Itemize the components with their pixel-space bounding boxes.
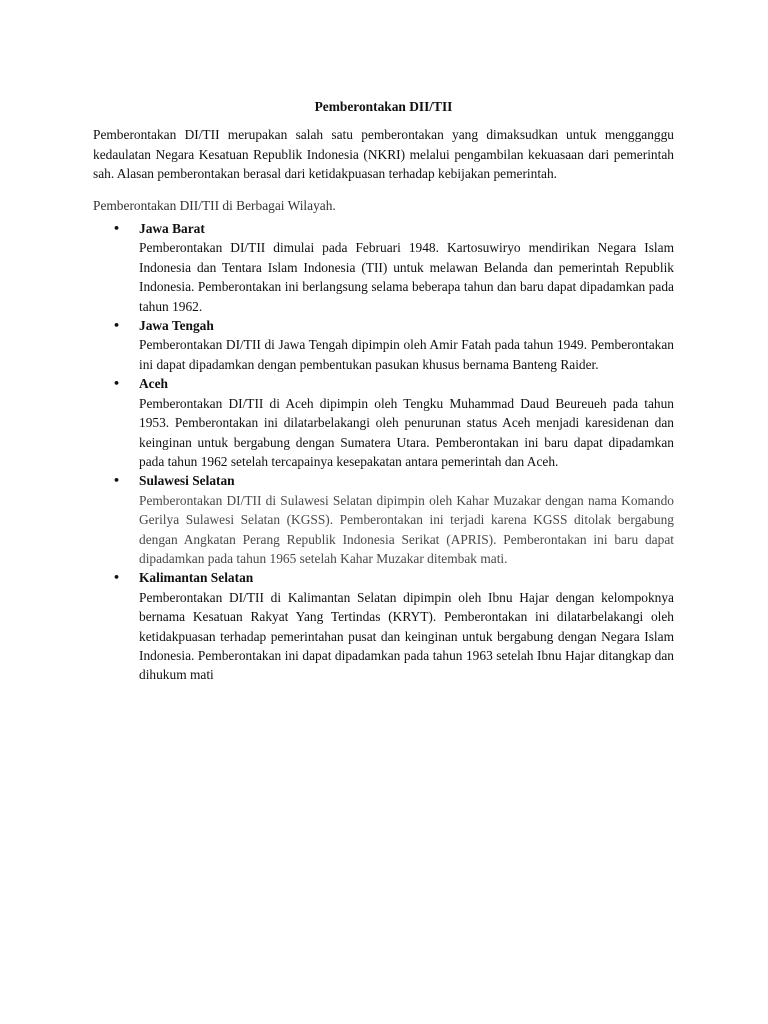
list-item-sulawesi-selatan <box>93 471 674 568</box>
document-page <box>93 97 674 685</box>
region-name: Jawa Barat <box>139 221 205 237</box>
bullet-icon: • <box>113 222 121 236</box>
region-text: Pemberontakan DI/TII dimulai pada Februari 1948. Kartosuwiryo mendirikan Negara Islam Indonesia dan Tentara Islam Indonesia (TII) untuk melawan Belanda dan pemerintah Republik Indonesia. Pemberontakan ini berlangsung selama beberapa tahun dan baru dapat dipadamkan pada tahun 1962. <box>139 240 674 314</box>
region-text: Pemberontakan DI/TII di Jawa Tengah dipimpin oleh Amir Fatah pada tahun 1949. Pemberontakan ini dapat dipadamkan dengan pembentukan pasukan khusus bernama Banteng Raider. <box>139 337 674 372</box>
bullet-icon: • <box>113 474 121 488</box>
list-item-jawa-tengah <box>93 316 674 374</box>
bullet-icon: • <box>113 319 121 333</box>
bullet-icon: • <box>113 571 121 585</box>
region-text: Pemberontakan DI/TII di Sulawesi Selatan dipimpin oleh Kahar Muzakar dengan nama Komando Gerilya Sulawesi Selatan (KGSS). Pemberontakan ini terjadi karena KGSS ditolak bergabung dengan Angkatan Perang Republik Indonesia Serikat (APRIS). Pemberontakan ini baru dapat dipadamkan pada tahun 1965 setelah Kahar Muzakar ditembak mati. <box>139 492 674 566</box>
intro-paragraph: Pemberontakan DI/TII merupakan salah satu pemberontakan yang dimaksudkan untuk mengganggu kedaulatan Negara Kesatuan Republik Indonesia (NKRI) melalui pengambilan kekuasaan dari pemerintah sah. Alasan pemberontakan berasal dari ketidakpuasan terhadap kebijakan pemerintah. <box>93 127 674 182</box>
region-name: Aceh <box>139 376 169 392</box>
region-name: Jawa Tengah <box>139 318 214 334</box>
list-item-aceh <box>93 374 674 471</box>
region-text: Pemberontakan DI/TII di Aceh dipimpin oleh Tengku Muhammad Daud Beureueh pada tahun 1953. Pemberontakan ini dilatarbelakangi oleh penurunan status Aceh menjadi karesidenan dan keinginan untuk bergabung dengan Sumatera Utara. Pemberontakan ini baru dapat dipadamkan pada tahun 1962 setelah tercapainya kesepakatan antara pemerintah dan Aceh. <box>139 395 674 469</box>
bullet-icon: • <box>113 377 121 391</box>
region-text: Pemberontakan DI/TII di Kalimantan Selatan dipimpin oleh Ibnu Hajar dengan kelompoknya bernama Kesatuan Rakyat Yang Tertindas (KRYT). Pemberontakan ini dilatarbelakangi oleh ketidakpuasan terhadap pemerintahan pusat dan keinginan untuk bergabung dengan Negara Islam Indonesia. Pemberontakan ini dapat dipadamkan pada tahun 1963 setelah Ibnu Hajar ditangkap dan dihukum mati <box>139 589 674 683</box>
document-title: Pemberontakan DII/TII <box>314 99 453 114</box>
regions-list <box>93 219 674 685</box>
region-name: Kalimantan Selatan <box>139 570 254 586</box>
list-item-jawa-barat <box>93 219 674 316</box>
list-item-kalimantan-selatan <box>93 568 674 684</box>
region-name: Sulawesi Selatan <box>139 473 235 489</box>
section-subheading: Pemberontakan DII/TII di Berbagai Wilayah. <box>93 197 336 213</box>
